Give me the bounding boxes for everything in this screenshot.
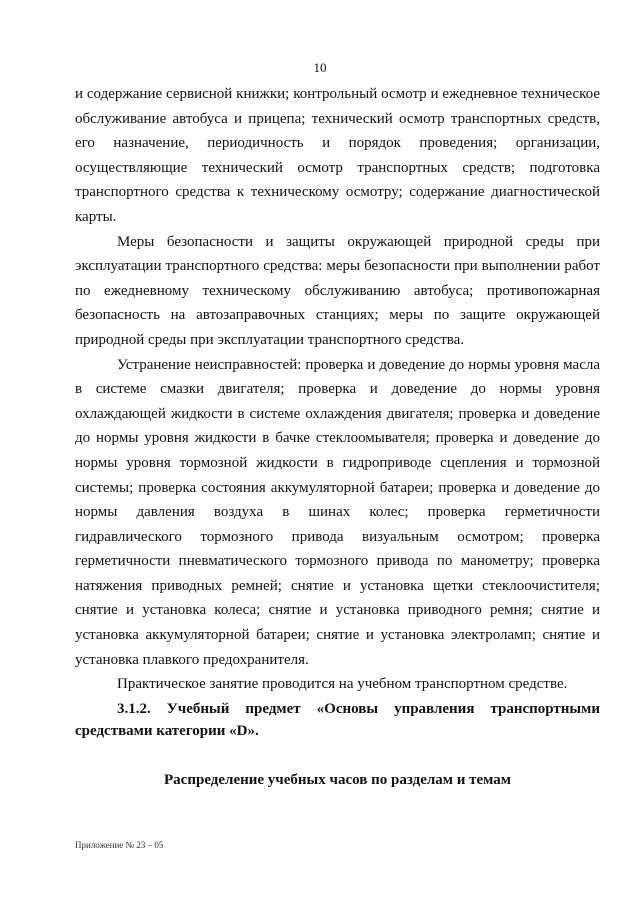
paragraph-inspection-continued: и содержание сервисной книжки; контрольный осмотр и ежедневное техническое обслуживание автобуса и прицепа; технический осмотр транспортных средств, его назначение, периодичность и порядок проведения; организации, осуществляющие технический осмотр транспортных средств; подготовка транспортного средства к техническому осмотру; содержание диагностической карты.	[75, 86, 600, 225]
paragraph-safety-measures: Меры безопасности и защиты окружающей природной среды при эксплуатации транспортного средства: меры безопасности при выполнении работ по ежедневному техническому обслуживанию автобуса; противопожарная безопасность на автозаправочных станциях; меры по защите окружающей природной среды при эксплуатации транспортного средства.	[75, 233, 600, 348]
page-number: 10	[313, 60, 327, 75]
paragraph-practical-lesson: Практическое занятие проводится на учебном транспортном средстве.	[117, 676, 568, 693]
document-body	[75, 82, 600, 792]
paragraph-troubleshooting: Устранение неисправностей: проверка и доведение до нормы уровня масла в системе смазки двигателя; проверка и доведение до нормы уровня охлаждающей жидкости в системе охлаждения двигателя; проверка и доведение до нормы уровня жидкости в бачке стеклоомывателя; проверка и доведение до нормы уровня тормозной жидкости в гидроприводе сцепления и тормозной системы; проверка состояния аккумуляторной батареи; проверка и доведение до нормы давления воздуха в шинах колес; проверка герметичности гидравлического тормозного привода визуальным осмотром; проверка герметичности пневматического тормозного привода по манометру; проверка натяжения приводных ремней; снятие и установка щетки стеклоочистителя; снятие и установка колеса; снятие и установка приводного ремня; снятие и установка аккумуляторной батареи; снятие и установка электроламп; снятие и установка плавкого предохранителя.	[75, 356, 600, 668]
hours-distribution-heading: Распределение учебных часов по разделам и темам	[164, 771, 511, 788]
footer-appendix-note: Приложение № 23 – 05	[75, 840, 164, 850]
section-heading: 3.1.2. Учебный предмет «Основы управления транспортными средствами категории «D».	[75, 700, 600, 739]
